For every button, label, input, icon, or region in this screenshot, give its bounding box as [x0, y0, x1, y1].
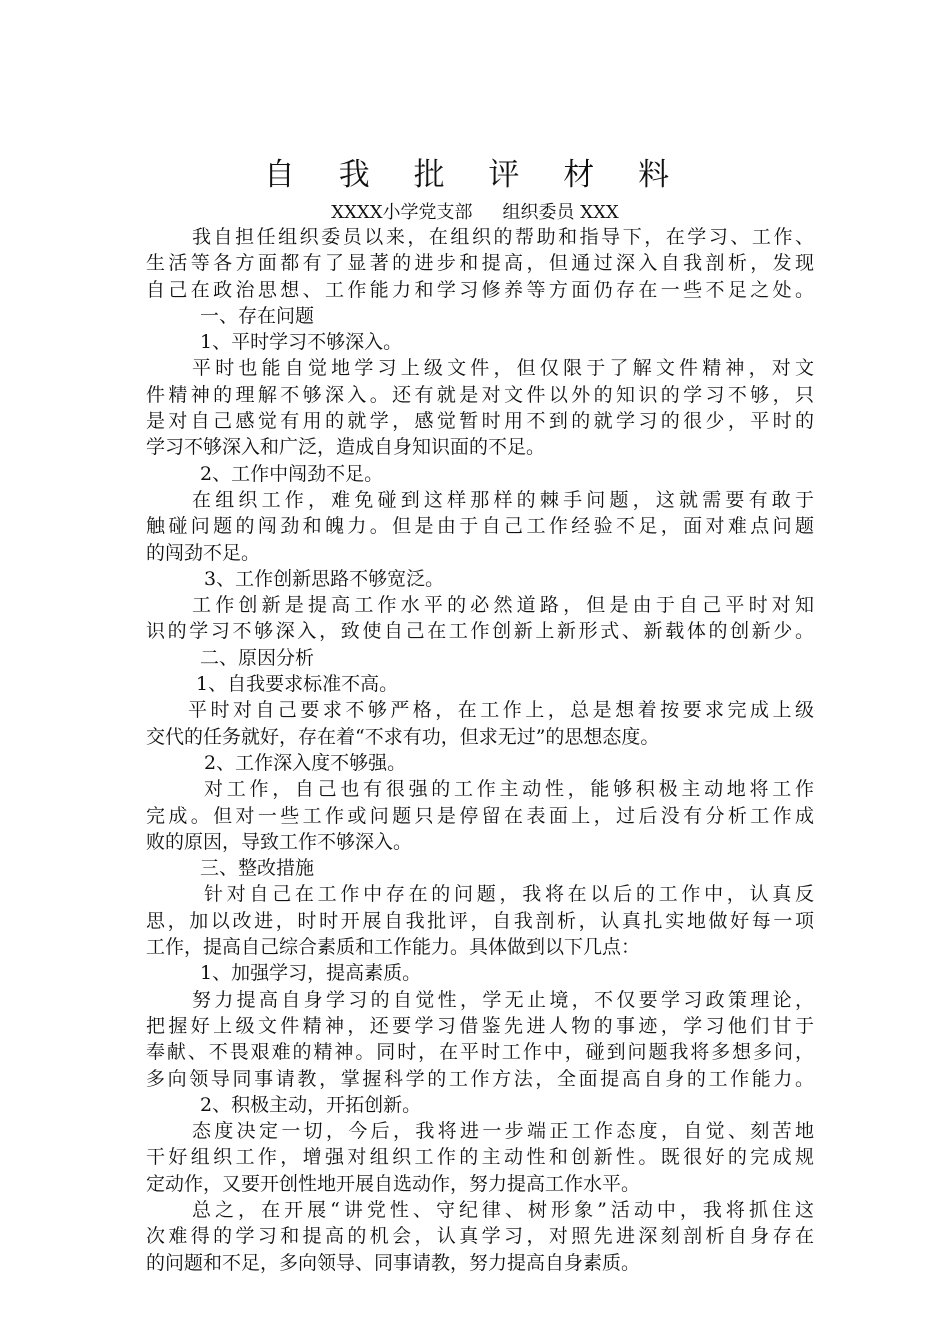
paragraph-line: 生活等各方面都有了显著的进步和提高，但通过深入自我剖析，发现 — [146, 252, 814, 275]
paragraph-line: 针对自己在工作中存在的问题，我将在以后的工作中，认真反 — [204, 883, 814, 906]
paragraph-line: 工作创新是提高工作水平的必然道路，但是由于自己平时对知 — [192, 594, 814, 617]
section-heading: 一、存在问题 — [200, 304, 315, 327]
paragraph-line: 把握好上级文件精神，还要学习借鉴先进人物的事迹，学习他们甘于 — [146, 1014, 814, 1037]
paragraph-line: 多向领导同事请教，掌握科学的工作方法，全面提高自身的工作能力。 — [146, 1067, 814, 1090]
paragraph-line: 对工作，自己也有很强的工作主动性，能够积极主动地将工作 — [204, 778, 814, 801]
paragraph-line: 平时对自己要求不够严格，在工作上，总是想着按要求完成上级 — [188, 699, 814, 722]
paragraph-line: 败的原因，导致工作不够深入。 — [146, 830, 413, 853]
subsection-heading: 2、积极主动，开拓创新。 — [200, 1093, 422, 1116]
subtitle-role: 组织委员 XXX — [502, 202, 619, 223]
paragraph-line: 触碰问题的闯劲和魄力。但是由于自己工作经验不足，面对难点问题 — [146, 515, 814, 538]
paragraph-line: 在组织工作，难免碰到这样那样的棘手问题，这就需要有敢于 — [192, 488, 814, 511]
paragraph-line: 是对自己感觉有用的就学，感觉暂时用不到的就学习的很少，平时的 — [146, 410, 814, 433]
subsection-heading: 2、工作中闯劲不足。 — [200, 462, 384, 485]
subsection-heading: 1、自我要求标准不高。 — [196, 673, 399, 696]
paragraph-line: 的问题和不足，多向领导、同事请教，努力提高自身素质。 — [146, 1251, 641, 1274]
paragraph-line: 次难得的学习和提高的机会，认真学习，对照先进深刻剖析自身存在 — [146, 1225, 814, 1248]
paragraph-line: 思，加以改进，时时开展自我批评，自我剖析，认真扎实地做好每一项 — [146, 909, 814, 932]
paragraph-line: 自己在政治思想、工作能力和学习修养等方面仍存在一些不足之处。 — [146, 278, 814, 301]
subsection-heading: 1、加强学习，提高素质。 — [200, 962, 422, 985]
document-body — [146, 224, 814, 1276]
section-heading: 二、原因分析 — [200, 646, 315, 669]
paragraph-line: 识的学习不够深入，致使自己在工作创新上新形式、新载体的创新少。 — [146, 620, 814, 643]
subsection-heading: 1、平时学习不够深入。 — [200, 331, 403, 354]
document-subtitle — [0, 200, 950, 226]
paragraph-line: 件精神的理解不够深入。还有就是对文件以外的知识的学习不够，只 — [146, 383, 814, 406]
paragraph-line: 干好组织工作，增强对组织工作的主动性和创新性。既很好的完成规 — [146, 1146, 814, 1169]
paragraph-line: 平时也能自觉地学习上级文件，但仅限于了解文件精神，对文 — [192, 357, 814, 380]
paragraph-line: 奉献、不畏艰难的精神。同时，在平时工作中，碰到问题我将多想多问， — [146, 1041, 814, 1064]
paragraph-line: 努力提高自身学习的自觉性，学无止境，不仅要学习政策理论， — [192, 988, 814, 1011]
subtitle-organization: XXXX小学党支部 — [331, 202, 473, 223]
paragraph-line: 学习不够深入和广泛，造成自身知识面的不足。 — [146, 436, 546, 459]
paragraph-line: 定动作，又要开创性地开展自选动作，努力提高工作水平。 — [146, 1172, 641, 1195]
paragraph-line: 工作，提高自己综合素质和工作能力。具体做到以下几点： — [146, 936, 641, 959]
paragraph-line: 交代的任务就好，存在着“不求有功，但求无过”的思想态度。 — [146, 725, 660, 748]
section-heading: 三、整改措施 — [200, 857, 315, 880]
paragraph-line: 总之，在开展“讲党性、守纪律、树形象”活动中，我将抓住这 — [192, 1198, 814, 1221]
paragraph-line: 完成。但对一些工作或问题只是停留在表面上，过后没有分析工作成 — [146, 804, 814, 827]
paragraph-line: 的闯劲不足。 — [146, 541, 261, 564]
paragraph-line: 我自担任组织委员以来，在组织的帮助和指导下，在学习、工作、 — [192, 226, 814, 248]
subsection-heading: 2、工作深入度不够强。 — [204, 751, 407, 774]
paragraph-line: 态度决定一切，今后，我将进一步端正工作态度，自觉、刻苦地 — [192, 1120, 814, 1143]
subsection-heading: 3、工作创新思路不够宽泛。 — [204, 567, 445, 590]
document-title: 自 我 批 评 材 料 — [263, 157, 687, 193]
